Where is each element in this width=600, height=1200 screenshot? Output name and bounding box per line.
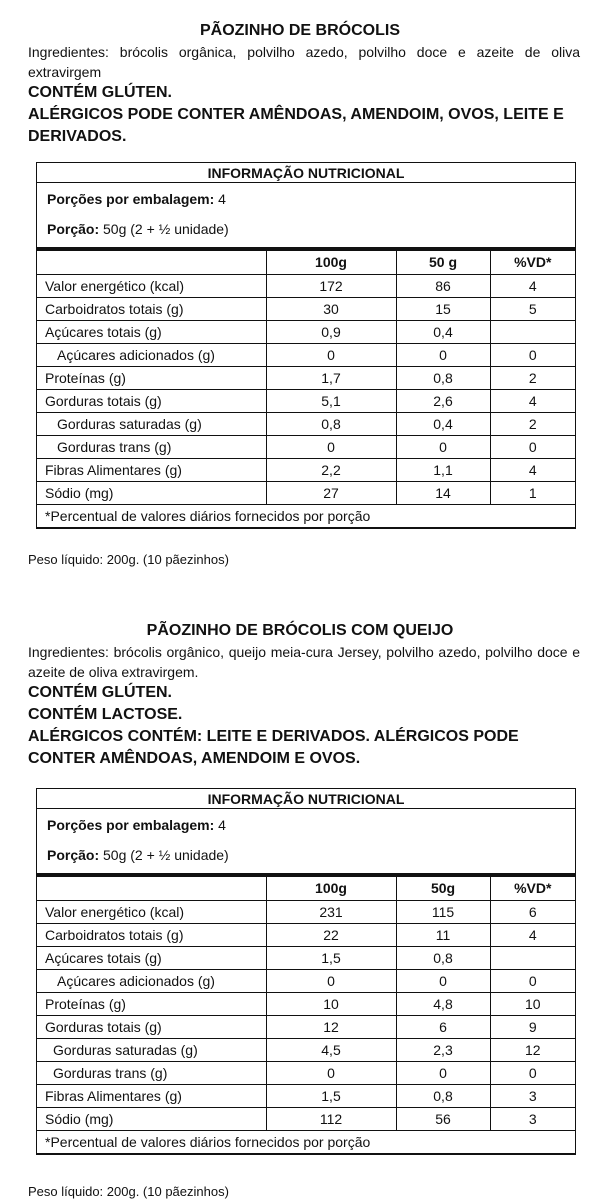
value-vd: 2 (490, 366, 575, 389)
column-header-50g: 50g (396, 877, 490, 900)
net-weight: Peso líquido: 200g. (10 pãezinhos) (28, 552, 229, 567)
table-row (37, 320, 575, 343)
value-vd: 12 (490, 1038, 575, 1061)
value-vd: 4 (490, 389, 575, 412)
value-50g: 0,8 (396, 946, 490, 969)
servings-per-package (47, 813, 565, 843)
allergen-notice: ALÉRGICOS PODE CONTER AMÊNDOAS, AMENDOIM, OVOS, LEITE E DERIVADOS. (28, 106, 564, 145)
servings-label: Porções por embalagem: (47, 191, 215, 207)
ingredients-text: Ingredientes: brócolis orgânico, queijo meia-cura Jersey, polvilho azedo, polvilho doce e azeite de oliva extravirgem. (28, 644, 580, 680)
table-row (37, 297, 575, 320)
value-50g: 0,8 (396, 366, 490, 389)
nutrient-name: Carboidratos totais (g) (37, 297, 266, 320)
product-label-broccoli-cheese (0, 620, 600, 1199)
value-100g: 10 (266, 992, 396, 1015)
footnote: *Percentual de valores diários fornecidos por porção (37, 504, 575, 527)
value-vd: 2 (490, 412, 575, 435)
value-100g: 0,8 (266, 412, 396, 435)
value-50g: 0 (396, 1061, 490, 1084)
product-title: PÃOZINHO DE BRÓCOLIS COM QUEIJO (146, 622, 454, 639)
net-weight: Peso líquido: 200g. (10 pãezinhos) (28, 1184, 229, 1199)
nutrient-name: Fibras Alimentares (g) (37, 1084, 266, 1107)
value-100g: 0 (266, 343, 396, 366)
nutrient-name: Açúcares totais (g) (37, 946, 266, 969)
value-vd: 4 (490, 923, 575, 946)
value-50g: 0 (396, 343, 490, 366)
allergen-notice: ALÉRGICOS CONTÉM: LEITE E DERIVADOS. ALÉRGICOS PODE CONTER AMÊNDOAS, AMENDOIM E OVOS. (28, 728, 519, 767)
value-50g: 15 (396, 297, 490, 320)
value-50g: 0,8 (396, 1084, 490, 1107)
servings-per-package (47, 187, 565, 217)
product-title: PÃOZINHO DE BRÓCOLIS (199, 22, 400, 39)
value-vd: 0 (490, 969, 575, 992)
value-100g: 0 (266, 969, 396, 992)
column-header-empty (37, 877, 266, 900)
value-vd: 3 (490, 1084, 575, 1107)
nutrient-name: Gorduras totais (g) (37, 1015, 266, 1038)
table-row (37, 900, 575, 923)
value-100g: 27 (266, 481, 396, 504)
column-header-vd: %VD* (490, 877, 575, 900)
nutrient-name: Açúcares totais (g) (37, 320, 266, 343)
value-vd: 1 (490, 481, 575, 504)
value-100g: 1,5 (266, 946, 396, 969)
value-vd: 0 (490, 343, 575, 366)
column-header-empty (37, 251, 266, 274)
allergen-notice: CONTÉM GLÚTEN. (28, 84, 172, 101)
value-50g: 0 (396, 435, 490, 458)
value-100g: 30 (266, 297, 396, 320)
nutrient-name: Proteínas (g) (37, 366, 266, 389)
nutrient-grid (37, 877, 575, 1154)
table-row (37, 969, 575, 992)
column-header-row (37, 251, 575, 274)
value-vd: 4 (490, 458, 575, 481)
value-vd (490, 320, 575, 343)
nutrient-name: Gorduras saturadas (g) (37, 1038, 266, 1061)
value-50g: 6 (396, 1015, 490, 1038)
serving-size (47, 217, 565, 247)
table-row (37, 946, 575, 969)
value-50g: 1,1 (396, 458, 490, 481)
value-50g: 4,8 (396, 992, 490, 1015)
ingredients-text: Ingredientes: brócolis orgânica, polvilho azedo, polvilho doce e azeite de oliva extravirgem (28, 44, 580, 80)
product-label-broccoli (0, 0, 600, 567)
value-50g: 14 (396, 481, 490, 504)
value-50g: 0,4 (396, 412, 490, 435)
nutrition-table-heading: INFORMAÇÃO NUTRICIONAL (37, 163, 575, 183)
value-100g: 112 (266, 1107, 396, 1130)
column-header-vd: %VD* (490, 251, 575, 274)
table-row (37, 923, 575, 946)
value-50g: 115 (396, 900, 490, 923)
value-100g: 0,9 (266, 320, 396, 343)
footnote: *Percentual de valores diários fornecidos por porção (37, 1130, 575, 1153)
serving-label: Porção: (47, 847, 100, 863)
nutrient-name: Carboidratos totais (g) (37, 923, 266, 946)
column-header-100g: 100g (266, 251, 396, 274)
column-header-row (37, 877, 575, 900)
nutrition-table-heading: INFORMAÇÃO NUTRICIONAL (37, 789, 575, 809)
nutrient-name: Açúcares adicionados (g) (37, 969, 266, 992)
table-row (37, 274, 575, 297)
table-row (37, 1084, 575, 1107)
table-row (37, 1038, 575, 1061)
nutrition-table (36, 162, 576, 529)
nutrient-name: Açúcares adicionados (g) (37, 343, 266, 366)
value-vd: 3 (490, 1107, 575, 1130)
table-row (37, 435, 575, 458)
footnote-row (37, 1130, 575, 1153)
servings-value: 4 (218, 191, 226, 207)
nutrient-name: Gorduras saturadas (g) (37, 412, 266, 435)
portion-info (37, 183, 575, 251)
serving-value: 50g (2 + ½ unidade) (103, 221, 229, 237)
table-row (37, 343, 575, 366)
nutrient-name: Sódio (mg) (37, 481, 266, 504)
servings-label: Porções por embalagem: (47, 817, 215, 833)
serving-label: Porção: (47, 221, 100, 237)
footnote-row (37, 504, 575, 527)
portion-info (37, 809, 575, 877)
value-50g: 56 (396, 1107, 490, 1130)
column-header-50g: 50 g (396, 251, 490, 274)
nutrient-name: Gorduras trans (g) (37, 435, 266, 458)
nutrient-name: Fibras Alimentares (g) (37, 458, 266, 481)
table-row (37, 1015, 575, 1038)
nutrient-name: Valor energético (kcal) (37, 274, 266, 297)
value-100g: 22 (266, 923, 396, 946)
value-100g: 4,5 (266, 1038, 396, 1061)
value-100g: 0 (266, 1061, 396, 1084)
servings-value: 4 (218, 817, 226, 833)
nutrient-name: Gorduras trans (g) (37, 1061, 266, 1084)
value-vd: 6 (490, 900, 575, 923)
value-100g: 2,2 (266, 458, 396, 481)
value-vd: 0 (490, 1061, 575, 1084)
serving-size (47, 843, 565, 873)
table-row (37, 1107, 575, 1130)
value-100g: 1,7 (266, 366, 396, 389)
value-50g: 0 (396, 969, 490, 992)
value-100g: 1,5 (266, 1084, 396, 1107)
column-header-100g: 100g (266, 877, 396, 900)
value-vd (490, 946, 575, 969)
serving-value: 50g (2 + ½ unidade) (103, 847, 229, 863)
nutrient-name: Valor energético (kcal) (37, 900, 266, 923)
nutrient-grid (37, 251, 575, 528)
value-100g: 0 (266, 435, 396, 458)
value-vd: 5 (490, 297, 575, 320)
value-vd: 10 (490, 992, 575, 1015)
table-row (37, 481, 575, 504)
value-vd: 9 (490, 1015, 575, 1038)
nutrient-name: Gorduras totais (g) (37, 389, 266, 412)
value-50g: 11 (396, 923, 490, 946)
value-50g: 86 (396, 274, 490, 297)
value-vd: 0 (490, 435, 575, 458)
value-50g: 0,4 (396, 320, 490, 343)
nutrition-table (36, 788, 576, 1155)
allergen-notice: CONTÉM GLÚTEN. (28, 684, 172, 701)
table-row (37, 992, 575, 1015)
value-100g: 231 (266, 900, 396, 923)
value-vd: 4 (490, 274, 575, 297)
nutrient-name: Sódio (mg) (37, 1107, 266, 1130)
value-50g: 2,6 (396, 389, 490, 412)
value-50g: 2,3 (396, 1038, 490, 1061)
table-row (37, 458, 575, 481)
allergen-notice: CONTÉM LACTOSE. (28, 706, 183, 723)
table-row (37, 1061, 575, 1084)
nutrient-name: Proteínas (g) (37, 992, 266, 1015)
table-row (37, 366, 575, 389)
value-100g: 172 (266, 274, 396, 297)
table-row (37, 412, 575, 435)
table-row (37, 389, 575, 412)
value-100g: 5,1 (266, 389, 396, 412)
value-100g: 12 (266, 1015, 396, 1038)
